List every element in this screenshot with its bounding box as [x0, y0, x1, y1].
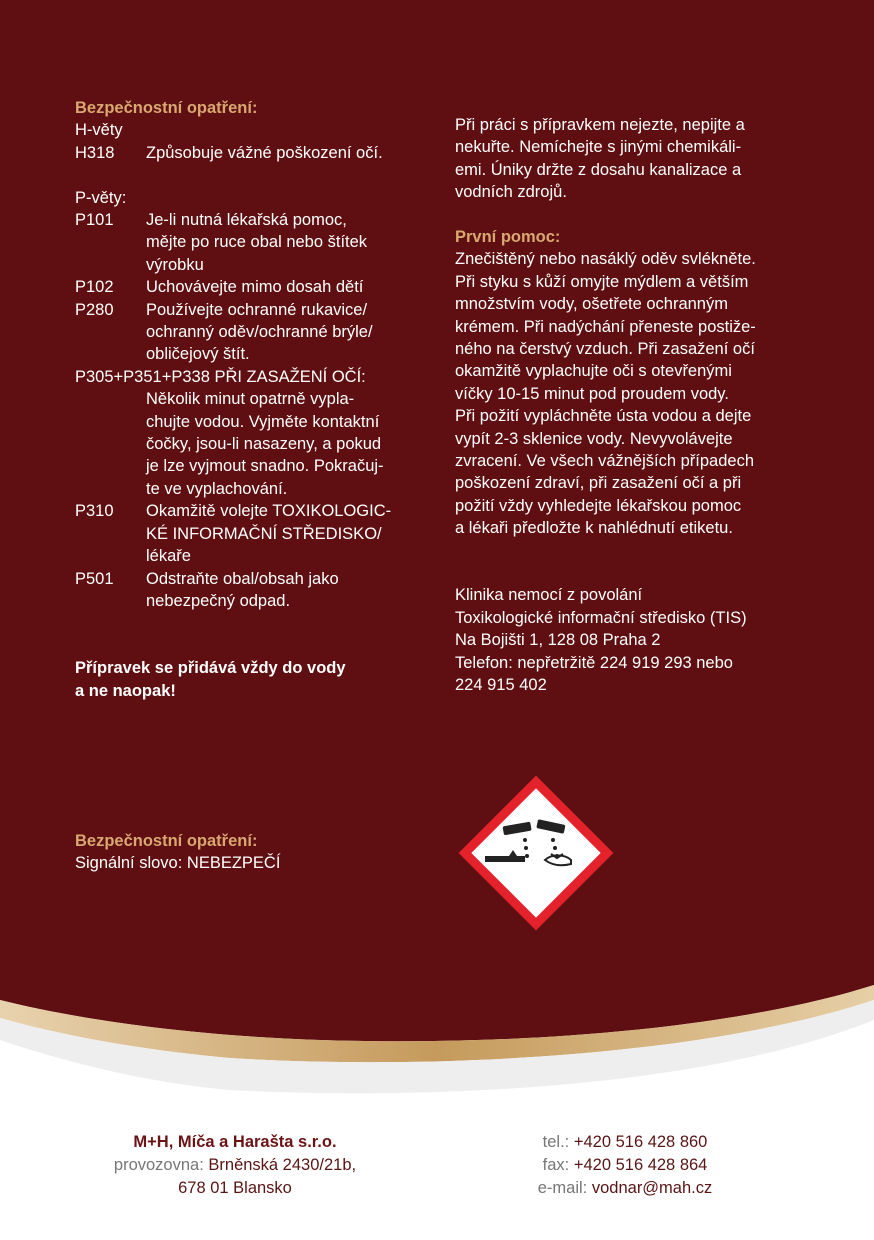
fax-value: +420 516 428 864 — [573, 1156, 708, 1174]
warning-note — [75, 657, 435, 702]
precaution-statement — [75, 209, 435, 276]
precaution-statement — [75, 500, 435, 567]
statement-line: lékaře — [146, 547, 191, 566]
statement-line: Uchovávejte mimo dosah dětí — [146, 278, 364, 297]
statement-text: Způsobuje vážné poškození očí. — [146, 143, 383, 162]
text-line: Telefon: nepřetržitě 224 919 293 nebo — [455, 653, 733, 672]
text-line: nekuřte. Nemíchejte s jinými chemikáli- — [455, 138, 742, 157]
precaution-statement — [75, 299, 435, 366]
statement-line: je lze vyjmout snadno. Pokračuj- — [146, 457, 384, 476]
text-line: množstvím vody, ošetřete ochranným — [455, 295, 728, 314]
hazard-statement — [75, 142, 435, 164]
address-city: 678 01 Blansko — [178, 1179, 292, 1197]
signal-word: Signální slovo: NEBEZPEČÍ — [75, 854, 281, 873]
contact-info — [510, 1131, 740, 1200]
tel-value: +420 516 428 860 — [573, 1133, 708, 1151]
statement-line: nebezpečný odpad. — [146, 591, 291, 610]
statement-code: P101 — [75, 211, 114, 230]
section-heading: Bezpečnostní opatření: — [75, 99, 258, 117]
text-line: 224 915 402 — [455, 676, 547, 695]
precaution-statement — [75, 276, 435, 298]
text-line: poškození zdraví, při zasažení očí a při — [455, 474, 742, 493]
text-line: Při práci s přípravkem nejezte, nepijte a — [455, 116, 745, 134]
text-line: ného na čerstvý vzduch. Při zasažení očí — [455, 340, 755, 359]
statement-code: P280 — [75, 300, 114, 319]
statement-code: H318 — [75, 143, 115, 162]
statement-line: čočky, jsou-li nasazeny, a pokud — [146, 435, 382, 454]
statement-line: obličejový štít. — [146, 345, 250, 364]
text-line: vodních zdrojů. — [455, 183, 567, 202]
company-address — [95, 1154, 375, 1177]
statement-line: te ve vyplachování. — [146, 479, 288, 498]
text-line: Při styku s kůží omyjte mýdlem a větším — [455, 272, 749, 291]
fax-line — [510, 1154, 740, 1177]
precaution-statement — [75, 388, 435, 500]
precaution-statement — [75, 568, 435, 613]
first-aid-heading: První pomoc: — [455, 228, 561, 247]
warning-line: Přípravek se přidává vždy do vody — [75, 659, 346, 678]
precaution-statement-head: P305+P351+P338 PŘI ZASAŽENÍ OČÍ: — [75, 367, 366, 386]
corrosion-icon — [455, 772, 617, 934]
statement-line: ochranný oděv/ochranné brýle/ — [146, 323, 373, 342]
text-line: víčky 10-15 minut pod proudem vody. — [455, 384, 729, 403]
signal-word-block — [75, 830, 435, 875]
statement-line: Několik minut opatrně vypla- — [146, 390, 355, 409]
text-line: požití vždy vyhledejte lékařskou pomoc — [455, 496, 742, 515]
email-label: e-mail: — [537, 1179, 588, 1197]
text-line: Toxikologické informační středisko (TIS) — [455, 608, 747, 627]
statement-line: Používejte ochranné rukavice/ — [146, 300, 368, 319]
statement-line: Odstraňte obal/obsah jako — [146, 569, 339, 588]
statement-line: Je-li nutná lékařská pomoc, — [146, 211, 347, 230]
text-line: krémem. Při nadýchání přeneste postiže- — [455, 317, 756, 336]
section-heading: Bezpečnostní opatření: — [75, 832, 258, 850]
statement-line: výrobku — [146, 255, 204, 274]
right-column — [455, 114, 815, 697]
address-label: provozovna: — [113, 1156, 204, 1174]
text-line: Znečištěný nebo nasáklý oděv svlékněte. — [455, 250, 756, 269]
h-statements-label: H-věty — [75, 121, 123, 140]
text-line: zvracení. Ve všech vážnějších případech — [455, 452, 754, 471]
company-info — [95, 1131, 375, 1200]
text-line: Při požití vypláchněte ústa vodou a dejte — [455, 407, 752, 426]
statement-line: mějte po ruce obal nebo štítek — [146, 233, 368, 252]
left-column — [75, 97, 435, 702]
phone-line — [510, 1131, 740, 1154]
statement-line: Okamžitě volejte TOXIKOLOGIC- — [146, 502, 392, 521]
statement-code: P501 — [75, 569, 114, 588]
email-line — [510, 1177, 740, 1200]
p-statements-label: P-věty: — [75, 188, 127, 207]
text-line: vypít 2-3 sklenice vody. Nevyvolávejte — [455, 429, 733, 448]
statement-code: P310 — [75, 502, 114, 521]
statement-line: chujte vodou. Vyjměte kontaktní — [146, 412, 380, 431]
text-line: emi. Úniky držte z dosahu kanalizace a — [455, 160, 742, 179]
tel-label: tel.: — [542, 1133, 570, 1151]
address-street: Brněnská 2430/21b, — [208, 1156, 357, 1174]
toxicology-contact — [455, 584, 815, 696]
first-aid-text — [455, 248, 815, 539]
company-name: M+H, Míča a Harašta s.r.o. — [133, 1133, 337, 1151]
fax-label: fax: — [542, 1156, 570, 1174]
warning-line: a ne naopak! — [75, 681, 176, 700]
text-line: okamžitě vyplachujte oči s otevřenými — [455, 362, 732, 381]
statement-code: P102 — [75, 278, 114, 297]
text-line: a lékaři předložte k nahlédnutí etiketu. — [455, 519, 733, 538]
email-value: vodnar@mah.cz — [591, 1179, 713, 1197]
text-line: Na Bojišti 1, 128 08 Praha 2 — [455, 631, 661, 650]
text-line: Klinika nemocí z povolání — [455, 586, 643, 605]
statement-line: KÉ INFORMAČNÍ STŘEDISKO/ — [146, 524, 382, 543]
handling-instructions — [455, 114, 815, 204]
